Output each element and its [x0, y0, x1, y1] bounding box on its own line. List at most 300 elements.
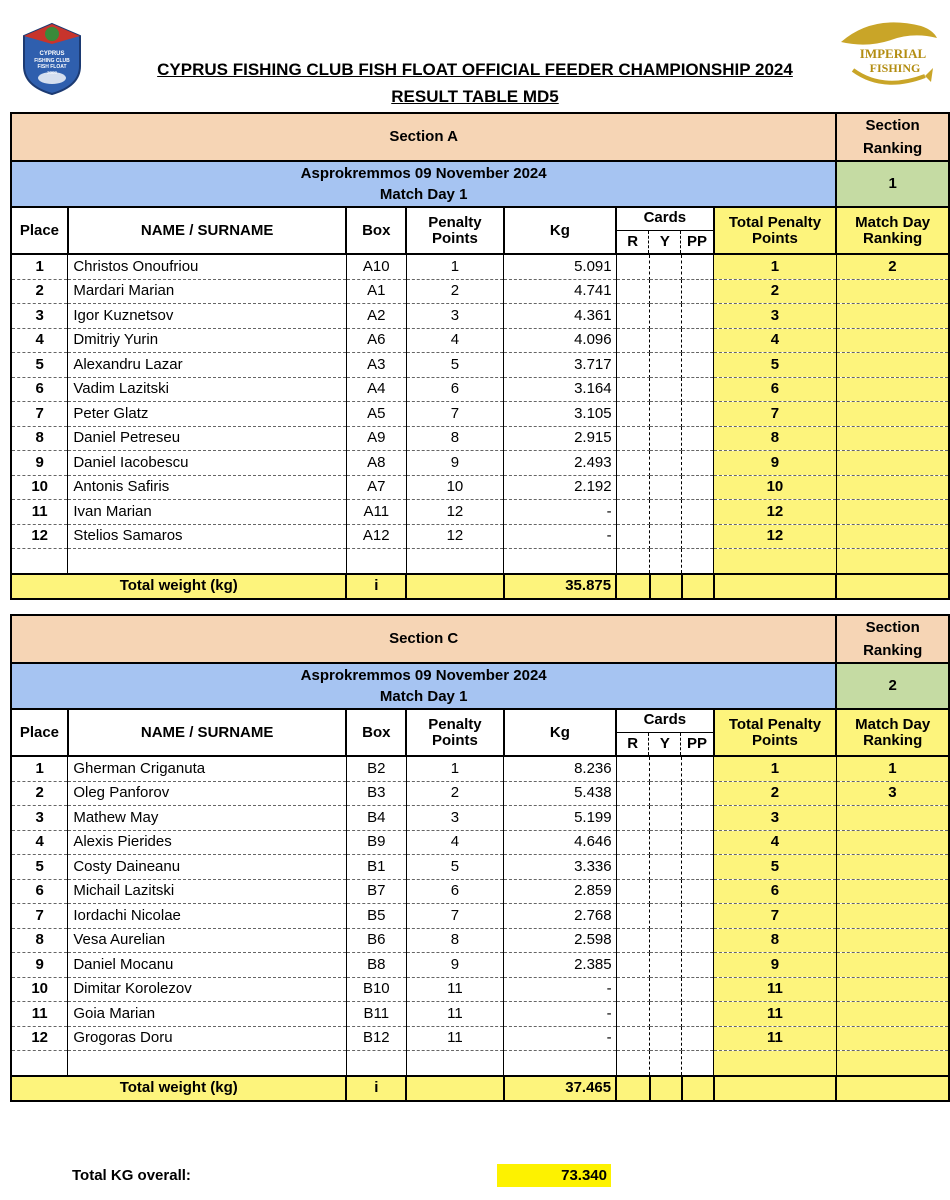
row-card-pp — [682, 279, 714, 304]
col-penalty-2: Points — [432, 731, 478, 749]
row-kg: 5.438 — [504, 781, 616, 806]
row-kg: 5.199 — [504, 806, 616, 831]
row-card-y — [650, 475, 682, 500]
row-place: 12 — [11, 1026, 68, 1051]
row-card-r — [616, 928, 650, 953]
row-box: B1 — [346, 855, 406, 880]
row-card-y — [650, 1002, 682, 1027]
row-penalty: 12 — [406, 524, 504, 549]
row-card-pp — [682, 304, 714, 329]
row-md-ranking — [836, 953, 949, 978]
row-card-y — [650, 377, 682, 402]
row-box: A3 — [346, 353, 406, 378]
section-title: Section C — [11, 615, 836, 663]
row-kg: 2.915 — [504, 426, 616, 451]
row-md-ranking — [836, 806, 949, 831]
row-card-r — [616, 904, 650, 929]
row-box: A12 — [346, 524, 406, 549]
table-row — [11, 781, 949, 806]
row-card-y — [650, 830, 682, 855]
row-total-penalty: 12 — [714, 524, 837, 549]
row-kg: 5.091 — [504, 254, 616, 279]
row-card-pp — [682, 879, 714, 904]
row-md-ranking — [836, 1026, 949, 1051]
row-name: Antonis Safiris — [68, 475, 347, 500]
col-box: Box — [346, 207, 406, 254]
row-card-pp — [682, 353, 714, 378]
table-row — [11, 879, 949, 904]
col-penalty-1: Penalty — [428, 715, 482, 733]
table-row — [11, 353, 949, 378]
col-kg: Kg — [504, 207, 616, 254]
row-total-penalty: 2 — [714, 781, 837, 806]
col-total-penalty — [714, 709, 837, 756]
row-place: 3 — [11, 806, 68, 831]
total-weight-label: Total weight (kg) — [11, 1076, 346, 1102]
col-card-y: Y — [649, 231, 681, 253]
row-penalty: 9 — [406, 451, 504, 476]
row-card-pp — [682, 855, 714, 880]
row-card-pp — [682, 953, 714, 978]
row-penalty: 5 — [406, 855, 504, 880]
row-name: Stelios Samaros — [68, 524, 347, 549]
row-card-r — [616, 524, 650, 549]
col-kg: Kg — [504, 709, 616, 756]
row-name: Grogoras Doru — [68, 1026, 347, 1051]
row-box: A5 — [346, 402, 406, 427]
row-name: Dimitar Korolezov — [68, 977, 347, 1002]
section-title: Section A — [11, 113, 836, 161]
section-ranking-label-2: Ranking — [863, 642, 923, 659]
section-ranking-value: 1 — [836, 161, 949, 207]
row-name: Daniel Mocanu — [68, 953, 347, 978]
section-ranking-value: 2 — [836, 663, 949, 709]
section-ranking-label-1: Section — [865, 619, 920, 636]
row-card-pp — [682, 475, 714, 500]
col-name: NAME / SURNAME — [68, 709, 347, 756]
row-place: 11 — [11, 500, 68, 525]
row-card-r — [616, 500, 650, 525]
row-name: Iordachi Nicolae — [68, 904, 347, 929]
row-card-y — [650, 953, 682, 978]
row-md-ranking — [836, 353, 949, 378]
row-penalty: 7 — [406, 904, 504, 929]
club-logo-line4: 2009 — [46, 70, 58, 75]
club-logo-line1: CYPRUS — [39, 51, 65, 57]
row-place: 2 — [11, 279, 68, 304]
row-kg: 4.646 — [504, 830, 616, 855]
row-penalty: 8 — [406, 426, 504, 451]
col-total-penalty — [714, 207, 837, 254]
match-day: Match Day 1 — [379, 186, 468, 203]
table-row — [11, 977, 949, 1002]
row-md-ranking — [836, 451, 949, 476]
row-md-ranking — [836, 500, 949, 525]
row-place: 2 — [11, 781, 68, 806]
row-name: Alexis Pierides — [68, 830, 347, 855]
row-name: Dmitriy Yurin — [68, 328, 347, 353]
row-md-ranking — [836, 1002, 949, 1027]
row-place: 8 — [11, 426, 68, 451]
row-penalty: 8 — [406, 928, 504, 953]
row-card-y — [650, 1026, 682, 1051]
table-row — [11, 928, 949, 953]
total-marker: i — [346, 1076, 406, 1102]
row-name: Mardari Marian — [68, 279, 347, 304]
row-place: 1 — [11, 254, 68, 279]
col-md-ranking-1: Match Day — [855, 715, 931, 733]
total-weight-value: 37.465 — [504, 1076, 616, 1102]
row-penalty: 7 — [406, 402, 504, 427]
row-place: 8 — [11, 928, 68, 953]
venue-cell — [11, 663, 836, 709]
row-kg: 3.336 — [504, 855, 616, 880]
row-md-ranking — [836, 377, 949, 402]
col-cards — [616, 207, 713, 254]
col-cards — [616, 709, 713, 756]
row-box: A2 — [346, 304, 406, 329]
row-kg: - — [504, 500, 616, 525]
row-kg: 4.361 — [504, 304, 616, 329]
col-total-penalty-2: Points — [752, 731, 798, 749]
section-ranking-label-2: Ranking — [863, 140, 923, 157]
row-card-r — [616, 254, 650, 279]
col-penalty-1: Penalty — [428, 213, 482, 231]
row-total-penalty: 3 — [714, 304, 837, 329]
row-name: Gherman Criganuta — [68, 756, 347, 781]
row-box: B8 — [346, 953, 406, 978]
row-card-r — [616, 402, 650, 427]
row-penalty: 11 — [406, 1002, 504, 1027]
imperial-logo-line2: FISHING — [869, 61, 921, 75]
row-kg: 2.192 — [504, 475, 616, 500]
col-total-penalty-2: Points — [752, 229, 798, 247]
row-penalty: 9 — [406, 953, 504, 978]
row-place: 11 — [11, 1002, 68, 1027]
row-md-ranking — [836, 879, 949, 904]
table-row — [11, 524, 949, 549]
row-total-penalty: 6 — [714, 879, 837, 904]
row-total-penalty: 7 — [714, 402, 837, 427]
col-penalty — [406, 207, 504, 254]
row-md-ranking — [836, 304, 949, 329]
section-ranking-label-1: Section — [865, 117, 920, 134]
row-card-y — [650, 304, 682, 329]
col-total-penalty-1: Total Penalty — [728, 715, 822, 733]
row-card-pp — [682, 928, 714, 953]
row-md-ranking — [836, 402, 949, 427]
row-card-pp — [682, 254, 714, 279]
row-place: 10 — [11, 977, 68, 1002]
row-place: 12 — [11, 524, 68, 549]
table-row — [11, 1002, 949, 1027]
row-penalty: 6 — [406, 879, 504, 904]
row-md-ranking — [836, 475, 949, 500]
row-kg: - — [504, 977, 616, 1002]
row-card-y — [650, 426, 682, 451]
row-card-y — [650, 928, 682, 953]
row-card-pp — [682, 328, 714, 353]
col-md-ranking-2: Ranking — [863, 229, 923, 247]
row-name: Goia Marian — [68, 1002, 347, 1027]
row-name: Vesa Aurelian — [68, 928, 347, 953]
overall-total-value: 73.340 — [497, 1164, 611, 1187]
venue-cell — [11, 161, 836, 207]
row-box: A7 — [346, 475, 406, 500]
row-md-ranking — [836, 328, 949, 353]
row-card-pp — [682, 426, 714, 451]
row-kg: 2.768 — [504, 904, 616, 929]
table-row — [11, 475, 949, 500]
col-penalty — [406, 709, 504, 756]
row-box: B4 — [346, 806, 406, 831]
row-card-y — [650, 756, 682, 781]
row-box: B6 — [346, 928, 406, 953]
row-place: 3 — [11, 304, 68, 329]
table-row — [11, 451, 949, 476]
row-box: B11 — [346, 1002, 406, 1027]
col-penalty-2: Points — [431, 229, 478, 247]
imperial-fishing-logo — [833, 12, 941, 98]
row-total-penalty: 10 — [714, 475, 837, 500]
row-card-r — [616, 475, 650, 500]
table-row — [11, 279, 949, 304]
total-weight-label: Total weight (kg) — [11, 574, 346, 600]
row-card-pp — [682, 781, 714, 806]
table-row — [11, 830, 949, 855]
page-subtitle: RESULT TABLE MD5 — [391, 87, 559, 106]
row-place: 6 — [11, 879, 68, 904]
row-place: 7 — [11, 904, 68, 929]
col-card-y: Y — [649, 733, 681, 755]
row-total-penalty: 11 — [714, 1026, 837, 1051]
col-box: Box — [346, 709, 406, 756]
row-penalty: 3 — [406, 304, 504, 329]
row-card-y — [650, 451, 682, 476]
section-table — [10, 614, 950, 1102]
table-row — [11, 328, 949, 353]
row-box: B7 — [346, 879, 406, 904]
row-total-penalty: 9 — [714, 451, 837, 476]
row-place: 10 — [11, 475, 68, 500]
row-md-ranking — [836, 928, 949, 953]
row-penalty: 3 — [406, 806, 504, 831]
row-card-y — [650, 781, 682, 806]
club-logo-line3: FISH FLOAT — [37, 64, 67, 70]
row-total-penalty: 4 — [714, 328, 837, 353]
row-total-penalty: 11 — [714, 1002, 837, 1027]
row-total-penalty: 5 — [714, 353, 837, 378]
row-penalty: 11 — [406, 977, 504, 1002]
row-penalty: 5 — [406, 353, 504, 378]
table-row — [11, 500, 949, 525]
table-row — [11, 377, 949, 402]
row-kg: - — [504, 1002, 616, 1027]
total-marker: i — [346, 574, 406, 600]
row-name: Ivan Marian — [68, 500, 347, 525]
row-kg: 2.598 — [504, 928, 616, 953]
row-place: 5 — [11, 353, 68, 378]
table-row — [11, 953, 949, 978]
row-card-r — [616, 451, 650, 476]
row-card-r — [616, 353, 650, 378]
row-total-penalty: 1 — [714, 756, 837, 781]
row-card-pp — [682, 500, 714, 525]
club-logo — [17, 22, 87, 96]
row-box: B3 — [346, 781, 406, 806]
row-penalty: 4 — [406, 830, 504, 855]
row-penalty: 2 — [406, 781, 504, 806]
row-card-pp — [682, 1002, 714, 1027]
row-md-ranking — [836, 977, 949, 1002]
row-place: 9 — [11, 953, 68, 978]
row-card-r — [616, 426, 650, 451]
row-card-r — [616, 806, 650, 831]
row-card-r — [616, 781, 650, 806]
col-total-penalty-1: Total Penalty — [728, 213, 822, 231]
row-name: Oleg Panforov — [68, 781, 347, 806]
row-place: 4 — [11, 328, 68, 353]
row-kg: 8.236 — [504, 756, 616, 781]
col-card-pp: PP — [686, 233, 707, 250]
row-card-y — [650, 402, 682, 427]
row-kg: 2.859 — [504, 879, 616, 904]
row-total-penalty: 8 — [714, 426, 837, 451]
club-logo-line2: FISHING CLUB — [34, 58, 70, 64]
table-row — [11, 756, 949, 781]
row-card-y — [650, 524, 682, 549]
row-card-y — [650, 855, 682, 880]
row-name: Vadim Lazitski — [68, 377, 347, 402]
row-card-pp — [682, 1026, 714, 1051]
row-card-r — [616, 1002, 650, 1027]
col-md-ranking — [836, 207, 949, 254]
row-card-y — [650, 977, 682, 1002]
row-box: A8 — [346, 451, 406, 476]
row-card-y — [650, 279, 682, 304]
row-name: Peter Glatz — [68, 402, 347, 427]
row-name: Michail Lazitski — [68, 879, 347, 904]
row-name: Mathew May — [68, 806, 347, 831]
row-md-ranking — [836, 855, 949, 880]
table-row — [11, 402, 949, 427]
table-row — [11, 855, 949, 880]
row-card-y — [650, 879, 682, 904]
row-card-r — [616, 977, 650, 1002]
row-md-ranking: 1 — [836, 756, 949, 781]
row-card-y — [650, 328, 682, 353]
row-card-y — [650, 500, 682, 525]
row-card-pp — [682, 806, 714, 831]
col-md-ranking-2: Ranking — [863, 731, 923, 749]
row-md-ranking — [836, 524, 949, 549]
row-total-penalty: 1 — [714, 254, 837, 279]
row-place: 1 — [11, 756, 68, 781]
row-total-penalty: 9 — [714, 953, 837, 978]
table-row — [11, 304, 949, 329]
row-total-penalty: 11 — [714, 977, 837, 1002]
blank-row — [11, 1051, 949, 1076]
total-row — [11, 1076, 949, 1102]
row-md-ranking — [836, 426, 949, 451]
row-penalty: 1 — [406, 756, 504, 781]
row-kg: 4.096 — [504, 328, 616, 353]
row-md-ranking — [836, 830, 949, 855]
col-place: Place — [11, 709, 68, 756]
row-card-r — [616, 953, 650, 978]
row-place: 6 — [11, 377, 68, 402]
col-md-ranking-1: Match Day — [855, 213, 931, 231]
col-card-pp: PP — [687, 735, 708, 752]
row-kg: 4.741 — [504, 279, 616, 304]
row-box: B12 — [346, 1026, 406, 1051]
row-name: Christos Onoufriou — [68, 254, 347, 279]
row-card-y — [650, 806, 682, 831]
row-name: Igor Kuznetsov — [68, 304, 347, 329]
row-card-r — [616, 377, 650, 402]
row-total-penalty: 3 — [714, 806, 837, 831]
row-box: A11 — [346, 500, 406, 525]
row-md-ranking — [836, 904, 949, 929]
row-penalty: 12 — [406, 500, 504, 525]
col-cards-title: Cards — [617, 710, 712, 733]
venue-date: Asprokremmos 09 November 2024 — [300, 667, 547, 684]
row-total-penalty: 5 — [714, 855, 837, 880]
row-card-r — [616, 855, 650, 880]
row-kg: - — [504, 1026, 616, 1051]
row-card-r — [616, 279, 650, 304]
row-box: B5 — [346, 904, 406, 929]
row-total-penalty: 12 — [714, 500, 837, 525]
row-total-penalty: 8 — [714, 928, 837, 953]
table-row — [11, 1026, 949, 1051]
col-card-r: R — [617, 733, 649, 755]
page-title: CYPRUS FISHING CLUB FISH FLOAT OFFICIAL FEEDER CHAMPIONSHIP 2024 — [157, 60, 793, 79]
row-card-r — [616, 304, 650, 329]
table-row — [11, 806, 949, 831]
row-place: 5 — [11, 855, 68, 880]
row-card-r — [616, 879, 650, 904]
row-total-penalty: 7 — [714, 904, 837, 929]
row-penalty: 4 — [406, 328, 504, 353]
row-place: 9 — [11, 451, 68, 476]
row-md-ranking: 2 — [836, 254, 949, 279]
row-kg: 2.385 — [504, 953, 616, 978]
row-card-r — [616, 328, 650, 353]
col-cards-title: Cards — [617, 208, 712, 231]
row-card-y — [650, 353, 682, 378]
col-card-r: R — [617, 231, 649, 253]
row-card-pp — [682, 904, 714, 929]
row-place: 7 — [11, 402, 68, 427]
row-kg: - — [504, 524, 616, 549]
row-card-y — [650, 254, 682, 279]
row-card-pp — [682, 830, 714, 855]
overall-total-label: Total KG overall: — [72, 1167, 191, 1184]
row-name: Costy Daineanu — [68, 855, 347, 880]
row-card-pp — [682, 977, 714, 1002]
row-kg: 3.717 — [504, 353, 616, 378]
row-card-pp — [682, 402, 714, 427]
row-box: A9 — [346, 426, 406, 451]
row-card-r — [616, 1026, 650, 1051]
row-card-pp — [682, 377, 714, 402]
blank-row — [11, 549, 949, 574]
row-penalty: 2 — [406, 279, 504, 304]
col-md-ranking — [836, 709, 949, 756]
row-kg: 2.493 — [504, 451, 616, 476]
row-card-y — [650, 904, 682, 929]
